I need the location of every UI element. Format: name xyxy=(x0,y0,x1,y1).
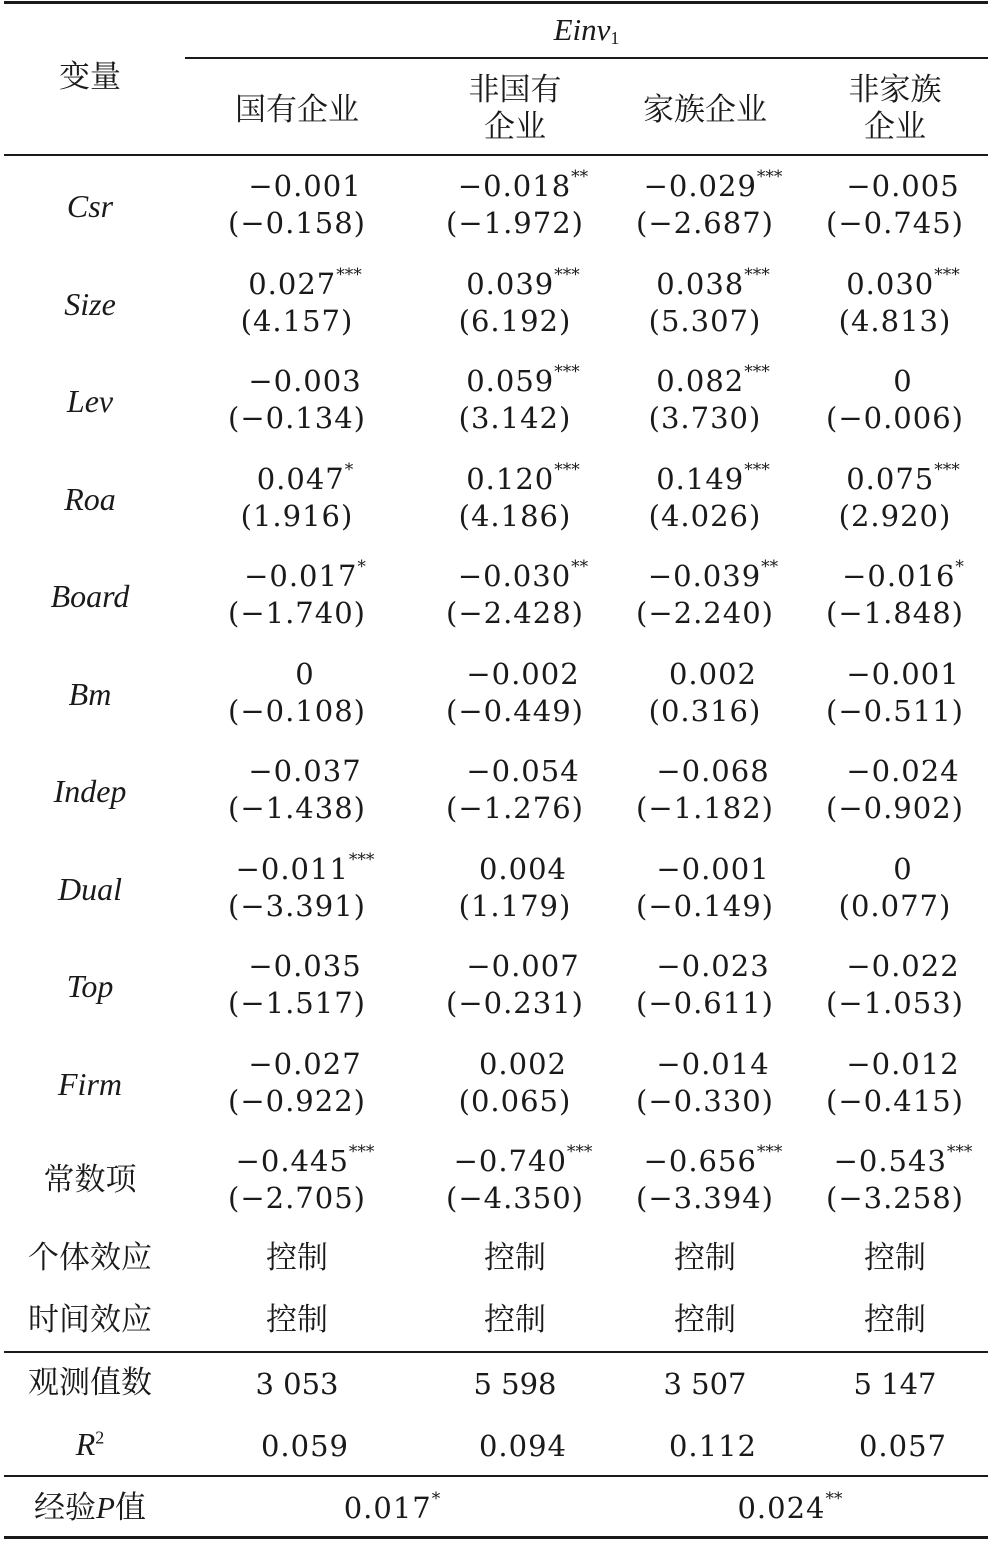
t-statistic-cell: (−0.415) xyxy=(826,1083,964,1118)
row-label-header: 变量 xyxy=(59,59,121,95)
coefficient-cell xyxy=(205,557,405,593)
t-statistic-cell: (−0.922) xyxy=(228,1083,366,1118)
coefficient-cell xyxy=(205,364,405,398)
dependent-variable-subscript: 1 xyxy=(610,28,620,48)
observations-value: 3 507 xyxy=(663,1367,747,1401)
coefficient-value: 0.149 xyxy=(656,461,745,496)
column-header-line1: 非家族 xyxy=(848,72,942,108)
coefficient-value: 0.004 xyxy=(478,851,568,886)
t-statistic-cell: (0.316) xyxy=(648,693,762,728)
significance-stars: *** xyxy=(744,459,770,480)
column-header-line2: 企业 xyxy=(484,109,546,146)
column-header-line1: 非国有 xyxy=(468,72,562,108)
t-statistic-cell: (−0.231) xyxy=(446,986,584,1020)
control-value: 控制 xyxy=(864,1240,926,1276)
significance-stars: * xyxy=(344,459,354,480)
variable-name: Size xyxy=(64,285,116,322)
coefficient-value: 0 xyxy=(295,656,315,691)
significance-stars: *** xyxy=(934,459,960,480)
coefficient-cell xyxy=(205,849,405,886)
coefficient-value: −0.012 xyxy=(846,1046,960,1081)
empirical-p-number: 0.017 xyxy=(343,1491,432,1525)
coefficient-value: −0.068 xyxy=(656,754,770,788)
coefficient-cell xyxy=(205,1142,405,1178)
t-statistic-cell: (−0.158) xyxy=(228,206,366,240)
top-rule xyxy=(4,1,988,4)
coefficient-cell xyxy=(613,949,813,983)
empirical-p-stars: * xyxy=(431,1489,441,1509)
r-squared-value: 0.112 xyxy=(668,1429,758,1463)
coefficient-value: −0.001 xyxy=(656,851,770,886)
coefficient-value: 0 xyxy=(893,851,913,886)
variable-name: Top xyxy=(66,968,114,1004)
coefficient-cell xyxy=(423,656,623,691)
t-statistic-cell: (4.813) xyxy=(838,303,952,338)
t-statistic-cell: (−0.611) xyxy=(636,986,774,1020)
t-statistic-cell: (−1.972) xyxy=(446,206,584,240)
coefficient-value: −0.656 xyxy=(643,1144,757,1178)
column-header-line2: 企业 xyxy=(864,109,926,146)
coefficient-value: 0.002 xyxy=(668,656,758,691)
coefficient-value: −0.003 xyxy=(248,364,362,398)
t-statistic-cell: (3.142) xyxy=(458,401,572,435)
empirical-p-value xyxy=(640,1489,940,1525)
significance-stars: *** xyxy=(554,264,580,285)
column-header xyxy=(795,72,988,146)
r-squared-value: 0.059 xyxy=(260,1429,350,1463)
control-value: 控制 xyxy=(484,1302,546,1338)
t-statistic-cell: (1.179) xyxy=(458,888,572,923)
t-statistic-cell: (6.192) xyxy=(458,303,572,338)
coefficient-cell xyxy=(423,264,623,301)
r-squared-value: 0.094 xyxy=(478,1429,568,1463)
significance-stars: *** xyxy=(756,167,783,187)
coefficient-cell xyxy=(803,1142,988,1178)
coefficient-value: −0.016 xyxy=(842,559,956,593)
significance-stars: *** xyxy=(554,362,580,382)
t-statistic-cell: (−2.240) xyxy=(636,596,774,630)
control-value: 控制 xyxy=(674,1302,736,1338)
coefficient-cell xyxy=(803,949,988,983)
coefficient-value: −0.037 xyxy=(248,754,362,788)
coefficient-cell xyxy=(803,1046,988,1081)
t-statistic-cell: (−0.108) xyxy=(228,693,366,728)
coefficient-cell xyxy=(613,754,813,788)
coefficient-value: −0.023 xyxy=(656,949,770,983)
t-statistic-cell: (4.186) xyxy=(458,498,572,533)
variable-name: Dual xyxy=(58,870,122,907)
empirical-p-label xyxy=(0,1492,180,1524)
coefficient-value: −0.543 xyxy=(833,1144,947,1178)
empirical-p-suffix: 值 xyxy=(114,1490,146,1526)
coefficient-cell xyxy=(803,459,988,496)
control-value: 控制 xyxy=(266,1240,328,1276)
column-header-line1: 国有企业 xyxy=(235,92,359,128)
t-statistic-cell: (−1.740) xyxy=(228,596,366,630)
t-statistic-cell: (−0.330) xyxy=(636,1083,774,1118)
coefficient-cell xyxy=(423,851,623,886)
variable-name: 常数项 xyxy=(43,1162,137,1198)
coefficient-cell xyxy=(613,1046,813,1081)
significance-stars: *** xyxy=(348,849,375,870)
observations-value: 3 053 xyxy=(255,1367,339,1401)
coefficient-value: −0.001 xyxy=(248,169,362,203)
variable-name: Indep xyxy=(53,773,127,809)
t-statistic-cell: (−1.438) xyxy=(228,791,366,825)
coefficient-value: −0.001 xyxy=(846,656,960,691)
t-statistic-cell: (−0.006) xyxy=(826,401,964,435)
column-header xyxy=(197,92,397,129)
observations-value: 5 598 xyxy=(473,1367,557,1401)
empirical-p-number: 0.024 xyxy=(737,1491,826,1525)
t-statistic-cell: (−3.258) xyxy=(826,1181,964,1215)
coefficient-cell xyxy=(205,169,405,203)
empirical-p-letter: P xyxy=(96,1490,115,1525)
control-value: 控制 xyxy=(484,1240,546,1276)
observations-value: 5 147 xyxy=(853,1367,937,1401)
coefficient-value: 0.027 xyxy=(248,266,337,301)
t-statistic-cell: (−0.449) xyxy=(446,693,584,728)
variable-name: Bm xyxy=(68,675,112,712)
coefficient-cell xyxy=(423,459,623,496)
significance-stars: *** xyxy=(756,1142,783,1162)
t-statistic-cell: (−2.428) xyxy=(446,596,584,630)
coefficient-value: 0.002 xyxy=(478,1046,568,1081)
coefficient-cell xyxy=(205,656,405,691)
significance-stars: * xyxy=(955,557,964,577)
coefficient-cell xyxy=(803,364,988,398)
control-row-label: 个体效应 xyxy=(28,1240,152,1276)
controls-bottom-rule xyxy=(4,1351,988,1353)
r-squared-label xyxy=(0,1428,180,1460)
header-sub-rule xyxy=(185,57,988,59)
t-statistic-cell: (2.920) xyxy=(838,498,952,533)
t-statistic-cell: (0.065) xyxy=(458,1083,572,1118)
coefficient-value: −0.740 xyxy=(453,1144,567,1178)
coefficient-cell xyxy=(423,167,623,203)
t-statistic-cell: (−1.053) xyxy=(826,986,964,1020)
coefficient-value: 0.030 xyxy=(846,266,935,301)
coefficient-cell xyxy=(613,362,813,398)
variable-name: Board xyxy=(50,578,130,614)
coefficient-value: 0.038 xyxy=(656,266,745,301)
coefficient-value: 0.039 xyxy=(466,266,555,301)
coefficient-cell xyxy=(803,656,988,691)
t-statistic-cell: (−1.848) xyxy=(826,596,964,630)
significance-stars: *** xyxy=(934,264,960,285)
t-statistic-cell: (4.026) xyxy=(648,498,762,533)
empirical-p-prefix: 经验 xyxy=(34,1490,97,1526)
t-statistic-cell: (−1.517) xyxy=(228,986,366,1020)
bottom-rule xyxy=(4,1536,988,1539)
significance-stars: * xyxy=(357,557,366,577)
dependent-variable-name: Einv xyxy=(553,12,611,47)
coefficient-cell xyxy=(613,557,813,593)
significance-stars: ** xyxy=(761,557,779,577)
header-bottom-rule xyxy=(4,154,988,156)
t-statistic-cell: (−0.149) xyxy=(636,888,774,923)
t-statistic-cell: (−4.350) xyxy=(446,1181,584,1215)
column-header-line1: 家族企业 xyxy=(643,92,767,128)
coefficient-cell xyxy=(803,557,988,593)
coefficient-cell xyxy=(205,754,405,788)
control-value: 控制 xyxy=(266,1302,328,1338)
coefficient-cell xyxy=(423,1142,623,1178)
t-statistic-cell: (−2.687) xyxy=(636,206,774,240)
column-header xyxy=(415,72,615,146)
coefficient-value: 0.082 xyxy=(656,364,745,398)
coefficient-value: −0.014 xyxy=(656,1046,770,1081)
t-statistic-cell: (−3.391) xyxy=(228,888,366,923)
control-value: 控制 xyxy=(864,1302,926,1338)
significance-stars: ** xyxy=(571,557,589,577)
t-statistic-cell: (4.157) xyxy=(240,303,354,338)
coefficient-value: 0.075 xyxy=(846,461,935,496)
coefficient-cell xyxy=(613,851,813,886)
coefficient-cell xyxy=(613,1142,813,1178)
t-statistic-cell: (−0.511) xyxy=(826,693,964,728)
coefficient-cell xyxy=(803,169,988,203)
coefficient-value: −0.029 xyxy=(643,169,757,203)
coefficient-cell xyxy=(423,362,623,398)
significance-stars: ** xyxy=(571,167,589,187)
dependent-variable-header xyxy=(185,14,988,47)
coefficient-value: 0 xyxy=(893,364,913,398)
coefficient-value: −0.011 xyxy=(235,851,349,886)
t-statistic-cell: (5.307) xyxy=(648,303,762,338)
coefficient-cell xyxy=(205,949,405,983)
observations-label: 观测值数 xyxy=(28,1365,152,1401)
coefficient-cell xyxy=(423,949,623,983)
coefficient-cell xyxy=(803,754,988,788)
significance-stars: *** xyxy=(348,1142,375,1162)
coefficient-value: −0.022 xyxy=(846,949,960,983)
significance-stars: *** xyxy=(946,1142,973,1162)
control-row-label: 时间效应 xyxy=(28,1302,152,1338)
r-squared-letter: R xyxy=(75,1426,96,1462)
coefficient-cell xyxy=(613,167,813,203)
t-statistic-cell: (3.730) xyxy=(648,401,762,435)
stats-bottom-rule xyxy=(4,1475,988,1477)
coefficient-value: −0.030 xyxy=(457,559,572,593)
coefficient-cell xyxy=(803,264,988,301)
coefficient-cell xyxy=(613,459,813,496)
variable-name: Firm xyxy=(58,1065,122,1102)
coefficient-value: −0.039 xyxy=(647,559,762,593)
coefficient-value: −0.445 xyxy=(235,1144,349,1178)
t-statistic-cell: (−0.745) xyxy=(826,206,964,240)
coefficient-value: −0.035 xyxy=(248,949,362,983)
coefficient-cell xyxy=(613,656,813,691)
coefficient-value: −0.002 xyxy=(466,656,580,691)
coefficient-value: −0.054 xyxy=(466,754,580,788)
t-statistic-cell: (−1.276) xyxy=(446,791,584,825)
coefficient-cell xyxy=(613,264,813,301)
t-statistic-cell: (−3.394) xyxy=(636,1181,774,1215)
coefficient-value: −0.018 xyxy=(457,169,572,203)
coefficient-value: 0.047 xyxy=(256,461,345,496)
coefficient-cell xyxy=(423,557,623,593)
variable-name: Csr xyxy=(66,188,114,224)
coefficient-cell xyxy=(803,851,988,886)
t-statistic-cell: (−2.705) xyxy=(228,1181,366,1215)
coefficient-value: −0.005 xyxy=(846,169,960,203)
variable-name: Roa xyxy=(64,480,116,517)
coefficient-cell xyxy=(205,264,405,301)
t-statistic-cell: (0.077) xyxy=(838,888,952,923)
coefficient-value: −0.024 xyxy=(846,754,960,788)
control-value: 控制 xyxy=(674,1240,736,1276)
coefficient-value: −0.017 xyxy=(244,559,358,593)
significance-stars: *** xyxy=(554,459,580,480)
column-header xyxy=(605,92,805,129)
coefficient-cell xyxy=(205,459,405,496)
coefficient-value: −0.027 xyxy=(248,1046,362,1081)
t-statistic-cell: (−0.902) xyxy=(826,791,964,825)
t-statistic-cell: (−1.182) xyxy=(636,791,774,825)
significance-stars: *** xyxy=(566,1142,593,1162)
empirical-p-stars: ** xyxy=(825,1489,843,1509)
empirical-p-value xyxy=(242,1489,542,1525)
coefficient-cell xyxy=(205,1046,405,1081)
r-squared-superscript: 2 xyxy=(95,1427,105,1448)
coefficient-value: 0.120 xyxy=(466,461,555,496)
coefficient-value: −0.007 xyxy=(466,949,580,983)
coefficient-cell xyxy=(423,754,623,788)
t-statistic-cell: (−0.134) xyxy=(228,401,366,435)
coefficient-value: 0.059 xyxy=(466,364,555,398)
t-statistic-cell: (1.916) xyxy=(240,498,354,533)
significance-stars: *** xyxy=(744,362,770,382)
significance-stars: *** xyxy=(744,264,770,285)
significance-stars: *** xyxy=(336,264,362,285)
r-squared-value: 0.057 xyxy=(858,1429,948,1463)
variable-name: Lev xyxy=(66,383,114,419)
coefficient-cell xyxy=(423,1046,623,1081)
